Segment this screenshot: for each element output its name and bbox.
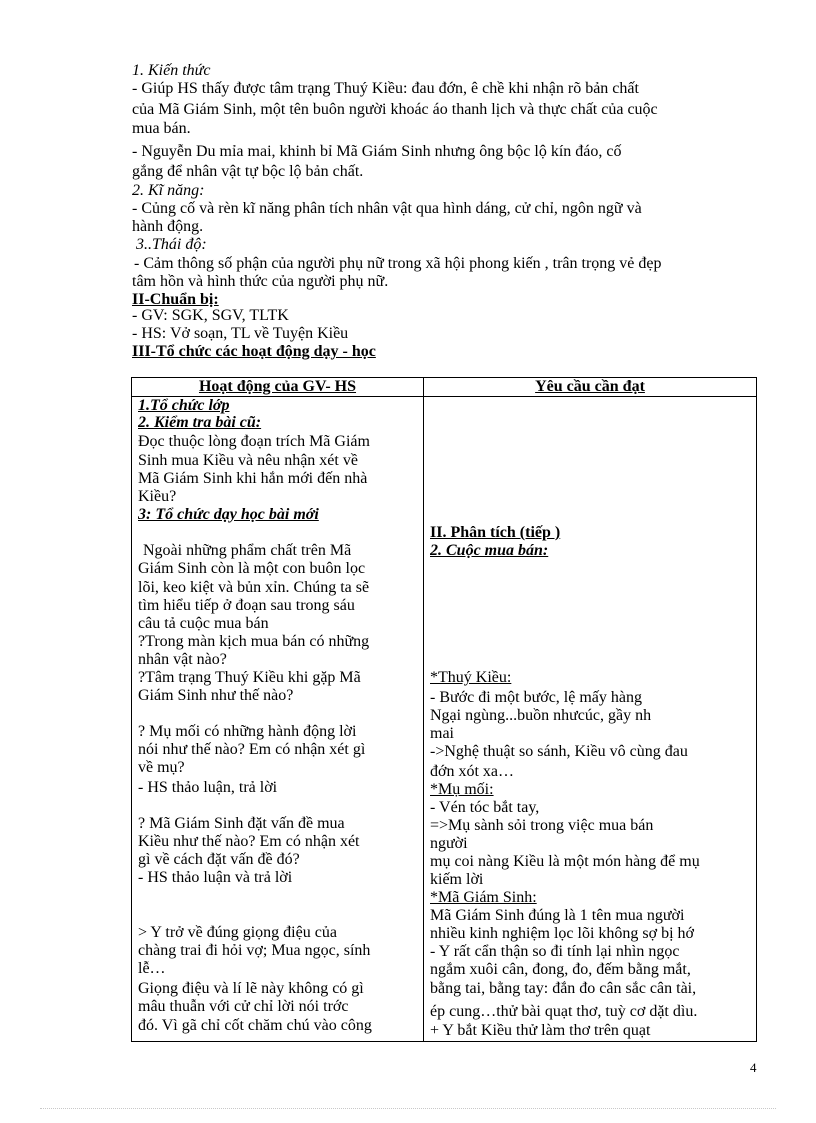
right-text-line: - Y rất cẩn thận so đi tính lại nhìn ngọc <box>430 943 680 960</box>
analysis-heading: II. Phân tích (tiếp ) <box>430 524 561 541</box>
preparation-line: - HS: Vở soạn, TL về Tuyện Kiều <box>132 325 349 342</box>
matchmaker-label: *Mụ mối: <box>430 781 494 798</box>
right-text-line: nhiều kinh nghiệm lọc lõi không sợ bị hớ <box>430 925 695 942</box>
right-text-line: - Bước đi một bước, lệ mấy hàng <box>430 689 642 706</box>
right-text-line: Ngại ngùng...buồn nhưcúc, gầy nh <box>430 707 652 724</box>
knowledge-line: của Mã Giám Sinh, một tên buôn người khoác áo thanh lịch và thực chất của cuộc <box>132 101 658 118</box>
question-line: ? Mụ mối có những hành động lời <box>138 723 357 740</box>
question-line: ? Mã Giám Sinh đặt vấn đề mua <box>138 815 345 832</box>
question-line: nói như thế nào? Em có nhận xét gì <box>138 741 366 758</box>
right-text-line: bằng tai, bằng tay: đắn đo cân sắc cân tài, <box>430 980 697 997</box>
table-row <box>132 397 757 1042</box>
table-header-row <box>132 378 757 397</box>
question-line: gì về cách đặt vấn đề đó? <box>138 851 300 868</box>
right-text-line: kiếm lời <box>430 871 484 888</box>
left-text-line: mâu thuẫn với cử chỉ lời nói trớc <box>138 998 349 1015</box>
knowledge-line: - Nguyễn Du mỉa mai, khinh bỉ Mã Giám Sinh nhưng ông bộc lộ kín đáo, cố <box>132 143 622 160</box>
right-text-line: mai <box>430 725 454 742</box>
left-text-line: câu tả cuộc mua bán <box>138 615 269 632</box>
right-text-line: ->Nghệ thuật so sánh, Kiều vô cùng đau <box>430 743 688 760</box>
question-line: Kiều như thế nào? Em có nhận xét <box>138 833 360 850</box>
knowledge-heading: 1. Kiến thức <box>132 62 211 79</box>
attitude-line: - Cảm thông số phận của người phụ nữ trong xã hội phong kiến , trân trọng vẻ đẹp <box>134 255 662 272</box>
header-activities: Hoạt động của GV- HS <box>132 378 424 397</box>
organization-heading: III-Tổ chức các hoạt động dạy - học <box>132 343 376 360</box>
left-text-line: Ngoài những phẩm chất trên Mã <box>143 542 352 559</box>
left-text-line: Đọc thuộc lòng đoạn trích Mã Giám <box>138 433 370 450</box>
skills-line: - Củng cố và rèn kĩ năng phân tích nhân vật qua hình dáng, cử chỉ, ngôn ngữ và <box>132 200 642 217</box>
header-requirements: Yêu cầu cần đạt <box>424 378 757 397</box>
question-line: ?Tâm trạng Thuý Kiều khi gặp Mã <box>138 669 361 686</box>
lesson-table <box>131 377 757 1042</box>
student-activity-line: - HS thảo luận và trả lời <box>138 869 293 886</box>
question-line: nhân vật nào? <box>138 651 227 668</box>
left-text-line: Kiều? <box>138 488 177 505</box>
left-text-line: Sinh mua Kiều và nêu nhận xét về <box>138 452 358 469</box>
left-text-line: tìm hiểu tiếp ở đoạn sau trong sáu <box>138 597 355 614</box>
left-text-line: lõi, keo kiệt và bủn xỉn. Chúng ta sẽ <box>138 579 370 596</box>
right-text-line: ngắm xuôi cân, đong, đo, đếm bằng mắt, <box>430 961 691 978</box>
knowledge-line: gắng để nhân vật tự bộc lộ bản chất. <box>132 163 364 180</box>
homework-check-heading: 2. Kiểm tra bài cũ: <box>138 414 262 431</box>
preparation-line: - GV: SGK, SGV, TLTK <box>132 307 289 324</box>
footer-divider <box>40 1108 776 1109</box>
knowledge-line: - Giúp HS thấy được tâm trạng Thuý Kiều: đau đớn, ê chề khi nhận rõ bản chất <box>132 80 639 97</box>
skills-heading: 2. Kĩ năng: <box>132 182 205 199</box>
right-text-line: người <box>430 835 468 852</box>
activities-cell <box>132 397 424 1042</box>
knowledge-line: mua bán. <box>132 120 191 137</box>
right-text-line: ép cung…thử bài quạt thơ, tuỳ cơ dặt dìu. <box>430 1003 698 1020</box>
skills-line: hành động. <box>132 218 204 235</box>
left-text-line: Mã Giám Sinh khi hắn mới đến nhà <box>138 470 368 487</box>
left-text-line: Giám Sinh còn là một con buôn lọc <box>138 560 366 577</box>
student-activity-line: - HS thảo luận, trả lời <box>138 779 278 796</box>
right-text-line: mụ coi nàng Kiều là một món hàng để mụ <box>430 853 700 870</box>
right-text-line: Mã Giám Sinh đúng là 1 tên mua người <box>430 907 685 924</box>
left-text-line: lễ… <box>138 960 166 977</box>
right-text-line: - Vén tóc bắt tay, <box>430 799 540 816</box>
page-number: 4 <box>750 1060 757 1075</box>
question-line: ?Trong màn kịch mua bán có những <box>138 633 370 650</box>
question-line: về mụ? <box>138 759 185 776</box>
right-text-line: đớn xót xa… <box>430 763 515 780</box>
right-text-line: =>Mụ sành sỏi trong việc mua bán <box>430 817 654 834</box>
right-text-line: + Y bắt Kiều thử làm thơ trên quạt <box>430 1022 651 1039</box>
attitude-heading: 3..Thái độ: <box>136 236 207 253</box>
left-text-line: đó. Vì gã chỉ cốt chăm chú vào công <box>138 1017 372 1034</box>
ma-giam-sinh-label: *Mã Giám Sinh: <box>430 889 537 906</box>
new-lesson-heading: 3: Tổ chức dạy học bài mới <box>138 506 319 523</box>
left-text-line: > Y trở về đúng giọng điệu của <box>138 924 337 941</box>
purchase-heading: 2. Cuộc mua bán: <box>430 542 549 559</box>
class-organization-heading: 1.Tổ chức lớp <box>138 397 230 414</box>
thuy-kieu-label: *Thuý Kiều: <box>430 669 512 686</box>
requirements-cell <box>424 397 757 1042</box>
left-text-line: Giọng điệu và lí lẽ này không có gì <box>138 980 364 997</box>
attitude-line: tâm hồn và hình thức của người phụ nữ. <box>132 273 389 290</box>
preparation-heading: II-Chuẩn bị: <box>132 291 219 308</box>
question-line: Giám Sinh như thế nào? <box>138 687 294 704</box>
left-text-line: chàng trai đi hỏi vợ; Mua ngọc, sính <box>138 942 371 959</box>
